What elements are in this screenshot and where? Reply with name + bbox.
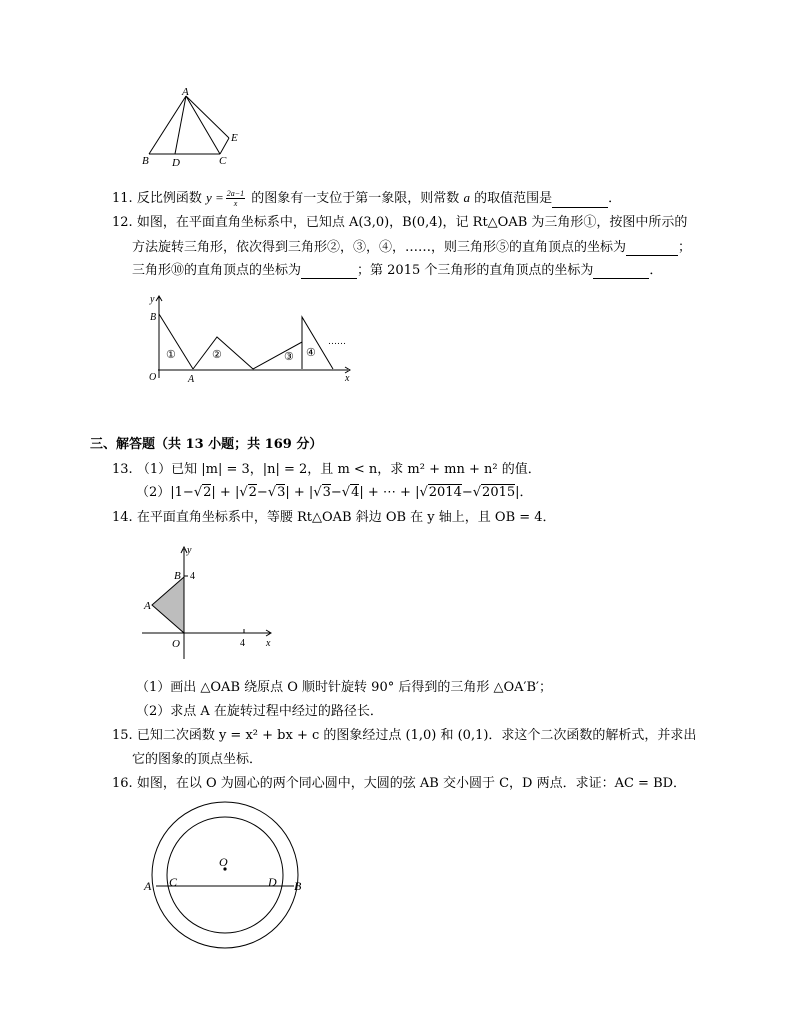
label-b: B bbox=[294, 879, 302, 893]
q11-y-eq: y = bbox=[205, 190, 224, 205]
question-number: 11. bbox=[112, 191, 133, 206]
tri1-hyp bbox=[159, 314, 193, 369]
x-tick-label: 4 bbox=[240, 638, 245, 649]
q14-text: 在平面直角坐标系中，等腰 Rt△OAB 斜边 OB 在 y 轴上，且 OB = 4． bbox=[136, 510, 556, 525]
y-tick-label: 4 bbox=[190, 571, 195, 582]
q13-radicand: 2 bbox=[203, 485, 212, 500]
q15-line1: 已知二次函数 y = x² + bx + c 的图象经过点 (1,0) 和 (0,1)．求这个二次函数的解析式，并求出 bbox=[136, 728, 697, 743]
answer-blank bbox=[552, 195, 608, 208]
x-axis-label: x bbox=[345, 373, 350, 384]
question-13-part-2: （2）|1−√2| + |√2−√3| + |√3−√4| + ⋯ + |√2014−√2015|． bbox=[136, 485, 533, 500]
q13-term: − bbox=[256, 485, 268, 500]
question-12-line-3 bbox=[132, 263, 662, 279]
q12-line2: 方法旋转三角形，依次得到三角形②，③，④，……，则三角形⑤的直角顶点的坐标为 bbox=[132, 240, 627, 255]
triangle-2-label: ② bbox=[212, 349, 222, 361]
x-axis-label: x bbox=[266, 638, 271, 649]
q13-part2-prefix: （2） bbox=[136, 485, 171, 500]
q11-text-after: 的图象有一支位于第一象限，则常数 bbox=[247, 191, 464, 206]
label-c: C bbox=[219, 155, 227, 167]
triangle-figure bbox=[138, 84, 248, 170]
label-c: C bbox=[169, 875, 178, 889]
q11-end: ． bbox=[608, 191, 622, 206]
q13-term: |． bbox=[515, 485, 533, 500]
question-number: 16. bbox=[112, 776, 133, 791]
y-axis-label: y bbox=[150, 294, 155, 305]
origin-label: O bbox=[172, 638, 180, 650]
label-a: A bbox=[182, 86, 189, 98]
label-e: E bbox=[231, 132, 238, 144]
q13-radicand: 3 bbox=[322, 485, 331, 500]
q13-radicand: 4 bbox=[351, 485, 360, 500]
question-number: 15. bbox=[112, 728, 133, 743]
q11-fraction bbox=[226, 189, 245, 208]
q12-line3a: 三角形⑩的直角顶点的坐标为 bbox=[132, 263, 302, 278]
origin-label: O bbox=[149, 372, 157, 383]
label-b: B bbox=[150, 312, 157, 323]
answer-blank bbox=[593, 266, 649, 279]
q13-radicand: 2015 bbox=[482, 485, 516, 500]
question-12-line-2 bbox=[132, 240, 691, 256]
label-b: B bbox=[174, 570, 181, 582]
label-a: A bbox=[144, 600, 151, 612]
q13-part1: （1）已知 |m| = 3，|n| = 2，且 m < n，求 m² + mn + n² 的值． bbox=[136, 462, 541, 477]
q13-term: | + ⋯ + | bbox=[359, 485, 420, 500]
rotation-figure bbox=[140, 292, 362, 386]
q11-var-a: a bbox=[463, 190, 470, 205]
q13-term: | + | bbox=[285, 485, 314, 500]
q16-text: 如图，在以 O 为圆心的两个同心圆中，大圆的弦 AB 交小圆于 C，D 两点．求证：AC = BD． bbox=[136, 776, 687, 791]
question-number: 13. bbox=[112, 462, 133, 477]
answer-blank bbox=[626, 243, 678, 256]
continuation-dots: …… bbox=[328, 336, 346, 346]
triangle-3-label: ③ bbox=[284, 351, 294, 363]
shaded-triangle-oab bbox=[152, 577, 184, 633]
triangle-4-label: ④ bbox=[306, 347, 316, 359]
tri3 bbox=[253, 342, 302, 369]
fraction-denominator: x bbox=[233, 199, 238, 208]
question-13-part-1 bbox=[112, 462, 541, 478]
question-15-line-1 bbox=[112, 728, 696, 744]
tri2 bbox=[193, 337, 253, 369]
label-o: O bbox=[219, 855, 228, 869]
q12-line3b: ；第 2015 个三角形的直角顶点的坐标为 bbox=[357, 263, 594, 278]
grid-figure bbox=[138, 543, 278, 661]
q13-term: | + | bbox=[211, 485, 240, 500]
question-12-line-1 bbox=[112, 215, 687, 231]
q11-text-end: 的取值范围是 bbox=[469, 191, 553, 206]
segment-ac bbox=[186, 96, 220, 154]
q12-line2-end: ； bbox=[678, 240, 692, 255]
q12-line1: 如图，在平面直角坐标系中，已知点 A(3,0)，B(0,4)，记 Rt△OAB 为三角形①，按图中所示的 bbox=[136, 215, 688, 230]
label-a: A bbox=[188, 374, 195, 385]
y-axis-label: y bbox=[187, 545, 192, 556]
question-number: 12. bbox=[112, 215, 133, 230]
q13-radicand: 3 bbox=[277, 485, 286, 500]
q13-term: |1− bbox=[170, 485, 194, 500]
triangle-1-label: ① bbox=[166, 349, 176, 361]
section-heading: 三、解答题（共 13 小题；共 169 分） bbox=[90, 437, 323, 452]
q12-line3-end: ． bbox=[649, 263, 663, 278]
label-d: D bbox=[268, 875, 277, 889]
question-14-part-1: （1）画出 △OAB 绕原点 O 顺时针旋转 90° 后得到的三角形 △OA′B′； bbox=[136, 680, 552, 695]
label-b: B bbox=[142, 155, 149, 167]
label-d: D bbox=[172, 157, 180, 169]
small-circle bbox=[167, 817, 283, 933]
label-a: A bbox=[144, 879, 152, 893]
concentric-circles-figure bbox=[140, 800, 312, 954]
question-11 bbox=[112, 189, 621, 208]
question-14 bbox=[112, 510, 556, 526]
fraction-numerator: 2a−1 bbox=[226, 189, 245, 198]
question-number: 14. bbox=[112, 510, 133, 525]
question-14-part-2: （2）求点 A 在旋转过程中经过的路径长． bbox=[136, 704, 383, 719]
question-15-line-2: 它的图象的顶点坐标． bbox=[132, 752, 263, 767]
q13-radicand: 2 bbox=[248, 485, 257, 500]
question-16 bbox=[112, 776, 686, 792]
q13-radicand: 2014 bbox=[428, 485, 462, 500]
q13-term: − bbox=[330, 485, 342, 500]
segment-ce bbox=[220, 138, 229, 154]
answer-blank bbox=[301, 266, 357, 279]
q11-text: 反比例函数 bbox=[136, 191, 206, 206]
q13-term: − bbox=[461, 485, 473, 500]
